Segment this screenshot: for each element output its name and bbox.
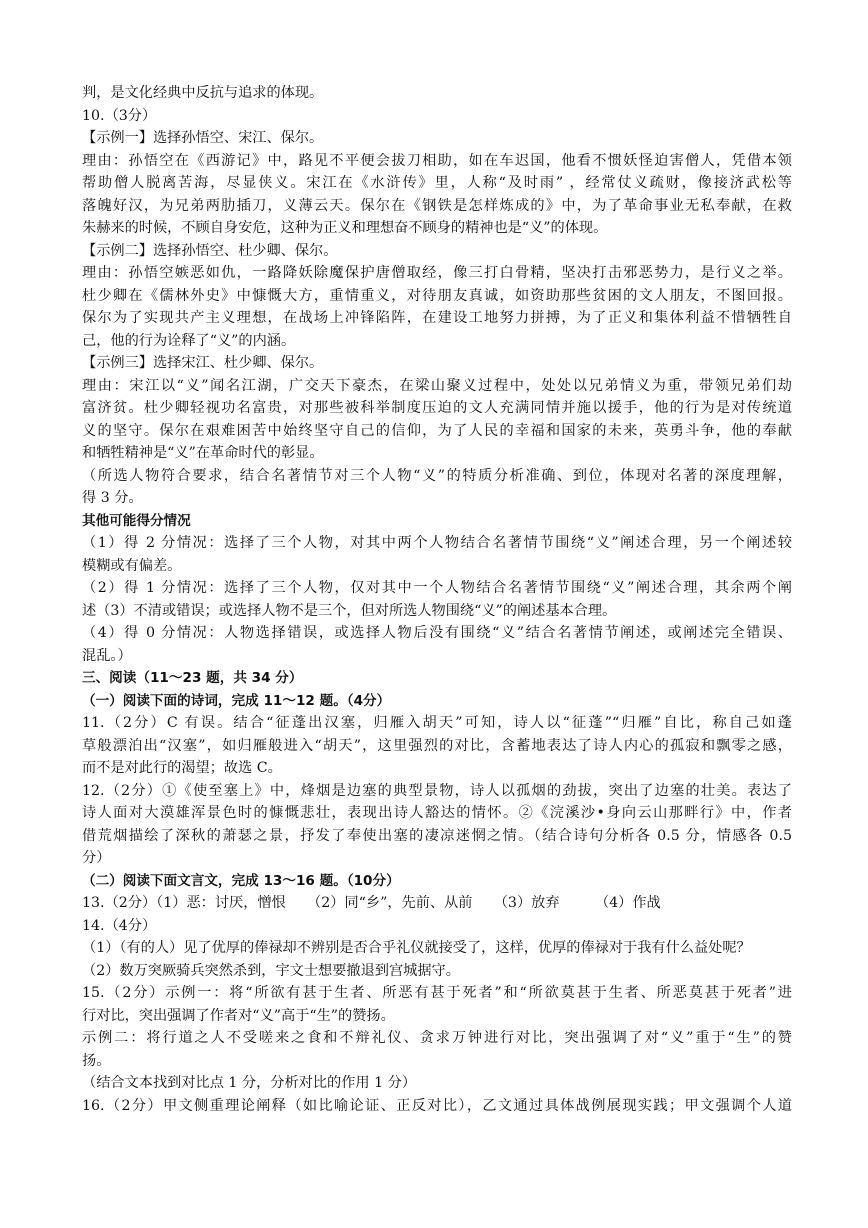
text-line: 义的坚守。保尔在艰难困苦中始终坚守自己的信仰，为了人民的幸福和国家的未来，英勇斗争，他的奉献	[82, 422, 792, 439]
text-line: 杜少卿在《儒林外史》中慷慨大方，重情重义，对待朋友真诚，如资助那些贫困的文人朋友，不图回报。	[82, 287, 792, 304]
text-line: 行对比，突出强调了作者对“义”高于“生”的赞扬。	[82, 1007, 395, 1024]
text-line: 和牺牲精神是“义”在革命时代的彰显。	[82, 445, 324, 461]
text-line: （2）数万突厥骑兵突然杀到，宇文士想要撤退到宫城据守。	[82, 962, 460, 979]
section-heading: （二）阅读下面文言文，完成 13～16 题。（10分）	[82, 872, 400, 889]
text-line: 分）	[82, 850, 111, 866]
text-line: （2）得 1 分情况：选择了三个人物，仅对其中一个人物结合名著情节围绕“义”阐述合理，其余两个阐	[82, 580, 792, 596]
text-line: （4）得 0 分情况：人物选择错误，或选择人物后没有围绕“义”结合名著情节阐述，或阐述完全错误、	[82, 625, 792, 641]
text-line: 混乱。）	[82, 647, 132, 664]
text-line: （1）得 2 分情况：选择了三个人物，对其中两个人物结合名著情节围绕“义”阐述合理，另一个阐述较	[82, 535, 792, 551]
text-line: 13.（2分）（1）恶：讨厌，憎恨 （2）同“乡”，先前、从前 （3）放弃 （4）作战	[82, 895, 661, 911]
text-line: 【示例一】选择孙悟空、宋江、保尔。	[82, 130, 324, 146]
text-line: 11.（2分）C 有误。结合“征蓬出汉塞，归雁入胡天”可知，诗人以“征蓬”“归雁”自比，称自己如蓬	[82, 715, 792, 731]
text-line: 扬。	[82, 1052, 111, 1069]
text-line: （所选人物符合要求，结合名著情节对三个人物“义”的特质分析准确、到位，体现对名著的深度理解，	[82, 467, 792, 484]
text-line: 理由：孙悟空在《西游记》中，路见不平便会拔刀相助，如在车迟国，他看不惯妖怪迫害僧人，凭借本领	[82, 152, 792, 169]
text-line: 帮助僧人脱离苦海，尽显侠义。宋江在《水浒传》里，人称“及时雨” ，经常仗义疏财，像接济武松等	[82, 175, 792, 191]
text-line: 保尔为了实现共产主义理想，在战场上冲锋陷阵，在建设工地努力拼搏，为了正义和集体利益不惜牺牲自	[82, 310, 792, 326]
text-line: 富济贫。杜少卿轻视功名富贵，对那些被科举制度压迫的文人充满同情并施以援手，他的行为是对传统道	[82, 400, 792, 416]
text-line: 得 3 分。	[82, 490, 143, 506]
text-line: 草般漂泊出“汉塞”，如归雁般进入“胡天”，这里强烈的对比，含蓄地表达了诗人内心的孤寂和飘零之感，	[82, 737, 792, 754]
text-line: 朱赫来的时候，不顾自身安危，这种为正义和理想奋不顾身的精神也是“义”的体现。	[82, 220, 608, 236]
text-line: 述（3）不清或错误；或选择人物不是三个，但对所选人物围绕“义”的阐述基本合理。	[82, 602, 617, 619]
text-line: 16.（2分）甲文侧重理论阐释（如比喻论证、正反对比），乙文通过具体战例展现实践；甲文强调个人道	[82, 1097, 792, 1114]
text-line: 己，他的行为诠释了“义”的内涵。	[82, 332, 296, 349]
section-heading: 其他可能得分情况	[82, 512, 191, 529]
text-line: （1）（有的人）见了优厚的俸禄却不辨别是否合乎礼仪就接受了，这样，优厚的俸禄对于我有什么益处呢？	[82, 940, 751, 956]
text-line: 判，是文化经典中反抗与追求的体现。	[82, 85, 324, 101]
text-line: 示例二：将行道之人不受嗟来之食和不辩礼仪、贪求万钟进行对比，突出强调了对“义”重于“生”的赞	[82, 1030, 792, 1046]
text-line: 理由：孙悟空嫉恶如仇，一路降妖除魔保护唐僧取经，像三打白骨精，坚决打击邪恶势力，是行义之举。	[82, 265, 792, 281]
text-line: 模糊或有偏差。	[82, 557, 182, 574]
text-line: 而不是对此行的渴望；故选 C。	[82, 760, 282, 776]
text-line: 14.（4分）	[82, 917, 157, 934]
text-line: （结合文本找到对比点 1 分，分析对比的作用 1 分）	[82, 1075, 417, 1091]
text-line: 借荒烟描绘了深秋的萧瑟之景，抒发了奉使出塞的凄凉迷惘之情。（结合诗句分析各 0.5 分，情感各 0.5	[82, 827, 792, 844]
text-line: 【示例二】选择孙悟空、杜少卿、保尔。	[82, 242, 338, 259]
text-line: 10.（3分）	[82, 107, 157, 124]
section-heading: （一）阅读下面的诗词，完成 11～12 题。（4分）	[82, 692, 391, 709]
text-line: 理由：宋江以“义”闻名江湖，广交天下豪杰，在梁山聚义过程中，处处以兄弟情义为重，带领兄弟们劫	[82, 377, 792, 394]
text-line: 【示例三】选择宋江、杜少卿、保尔。	[82, 355, 324, 371]
text-line: 15.（2分）示例一：将“所欲有甚于生者、所恶有甚于死者”和“所欲莫甚于生者、所恶莫甚于死者”进	[82, 985, 792, 1001]
text-line: 落魄好汉，为兄弟两肋插刀，义薄云天。保尔在《钢铁是怎样炼成的》中，为了革命事业无私奉献，在救	[82, 197, 792, 214]
text-line: 12.（2分）①《使至塞上》中，烽烟是边塞的典型景物，诗人以孤烟的劲拔，突出了边塞的壮美。表达了	[82, 782, 792, 799]
section-heading: 三、阅读（11～23 题，共 34 分）	[82, 670, 303, 686]
text-line: 诗人面对大漠雄浑景色时的慷慨悲壮，表现出诗人豁达的情怀。②《浣溪沙•身向云山那畔行》中，作者	[82, 805, 792, 821]
